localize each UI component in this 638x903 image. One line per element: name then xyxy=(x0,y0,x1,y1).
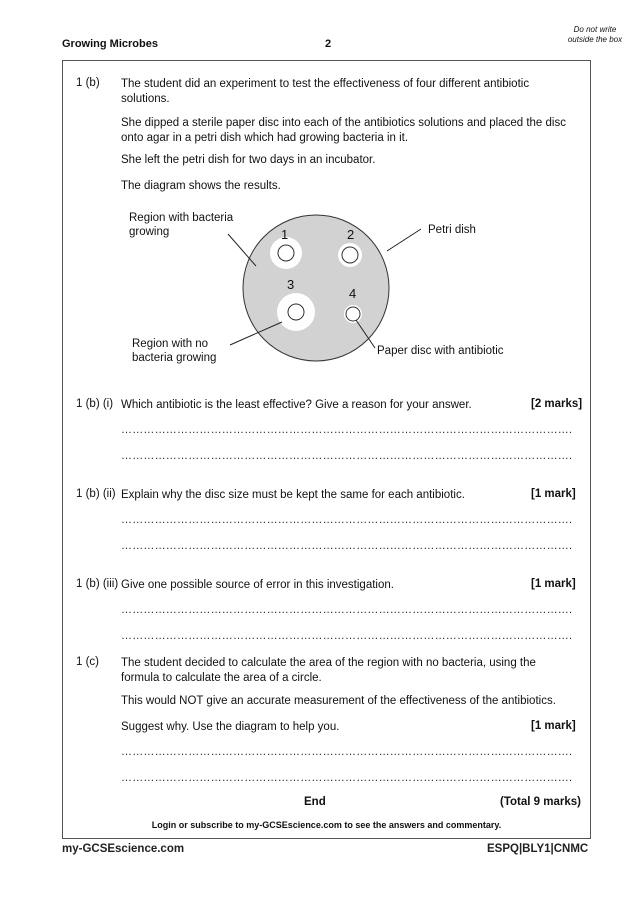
label-paper-disc: Paper disc with antibiotic xyxy=(377,345,504,357)
disc-number-1: 1 xyxy=(281,227,289,242)
end-label: End xyxy=(304,796,326,808)
pointer-petri xyxy=(387,229,421,251)
question-number-1b: 1 (b) xyxy=(76,77,100,89)
answer-line-1bii-1[interactable]: …………………………………………………………………………………………………………. xyxy=(121,514,573,526)
answer-line-1bi-1[interactable]: …………………………………………………………………………………………………………. xyxy=(121,424,573,436)
question-1b-diagram-intro: The diagram shows the results. xyxy=(121,180,281,192)
question-1c-intro: The student decided to calculate the area of the region with no bacteria, using the formula to calculate the area of a circle. xyxy=(121,657,536,684)
marks-1c: [1 mark] xyxy=(531,720,576,732)
answer-line-1biii-1[interactable]: …………………………………………………………………………………………………………. xyxy=(121,604,573,616)
question-number-1biii: 1 (b) (iii) xyxy=(76,578,119,590)
question-number-1c: 1 (c) xyxy=(76,656,99,668)
label-petri-dish: Petri dish xyxy=(428,224,476,236)
question-1bii-text: Explain why the disc size must be kept the same for each antibiotic. xyxy=(121,489,465,501)
question-1c-prompt: Suggest why. Use the diagram to help you. xyxy=(121,721,340,733)
label-bacteria-growing: Region with bacteria growing xyxy=(129,212,234,238)
question-number-1bii: 1 (b) (ii) xyxy=(76,488,116,500)
page-number: 2 xyxy=(325,38,332,50)
question-1b-intro: The student did an experiment to test the effectiveness of four different antibiotic solutions. xyxy=(121,78,530,105)
question-1bi-text: Which antibiotic is the least effective? Give a reason for your answer. xyxy=(121,399,472,411)
document-title: Growing Microbes xyxy=(62,38,158,50)
marks-1biii: [1 mark] xyxy=(531,578,576,590)
question-1b-incubator: She left the petri dish for two days in an incubator. xyxy=(121,154,376,166)
label-no-bacteria: Region with no bacteria growing xyxy=(132,338,217,364)
footer-site: my-GCSEscience.com xyxy=(62,843,185,855)
answer-line-1bii-2[interactable]: …………………………………………………………………………………………………………. xyxy=(121,540,573,552)
total-marks: (Total 9 marks) xyxy=(500,796,581,808)
footer-code: ESPQ|BLY1|CNMC xyxy=(487,843,589,855)
do-not-write-note: Do not write outside the box xyxy=(567,25,623,44)
answer-line-1c-2[interactable]: …………………………………………………………………………………………………………. xyxy=(121,772,573,784)
disc-number-3: 3 xyxy=(287,277,295,292)
question-1c-statement: This would NOT give an accurate measurement of the effectiveness of the antibiotics. xyxy=(121,695,556,707)
question-1biii-text: Give one possible source of error in this investigation. xyxy=(121,579,394,591)
paper-disc-4 xyxy=(346,307,360,321)
answer-line-1biii-2[interactable]: …………………………………………………………………………………………………………. xyxy=(121,630,573,642)
answer-line-1c-1[interactable]: …………………………………………………………………………………………………………. xyxy=(121,746,573,758)
marks-1bii: [1 mark] xyxy=(531,488,576,500)
paper-disc-1 xyxy=(278,245,294,261)
disc-number-2: 2 xyxy=(347,227,355,242)
petri-dish-circle xyxy=(243,215,389,361)
paper-disc-3 xyxy=(288,304,304,320)
login-notice[interactable]: Login or subscribe to my-GCSEscience.com to see the answers and commentary. xyxy=(151,820,502,830)
question-number-1bi: 1 (b) (i) xyxy=(76,398,114,410)
paper-disc-2 xyxy=(342,247,358,263)
answer-line-1bi-2[interactable]: …………………………………………………………………………………………………………. xyxy=(121,450,573,462)
disc-number-4: 4 xyxy=(349,286,357,301)
question-1b-method: She dipped a sterile paper disc into each of the antibiotics solutions and placed the disc onto agar in a petri dish which had growing bacteria in it. xyxy=(121,117,566,144)
marks-1bi: [2 marks] xyxy=(531,398,583,410)
